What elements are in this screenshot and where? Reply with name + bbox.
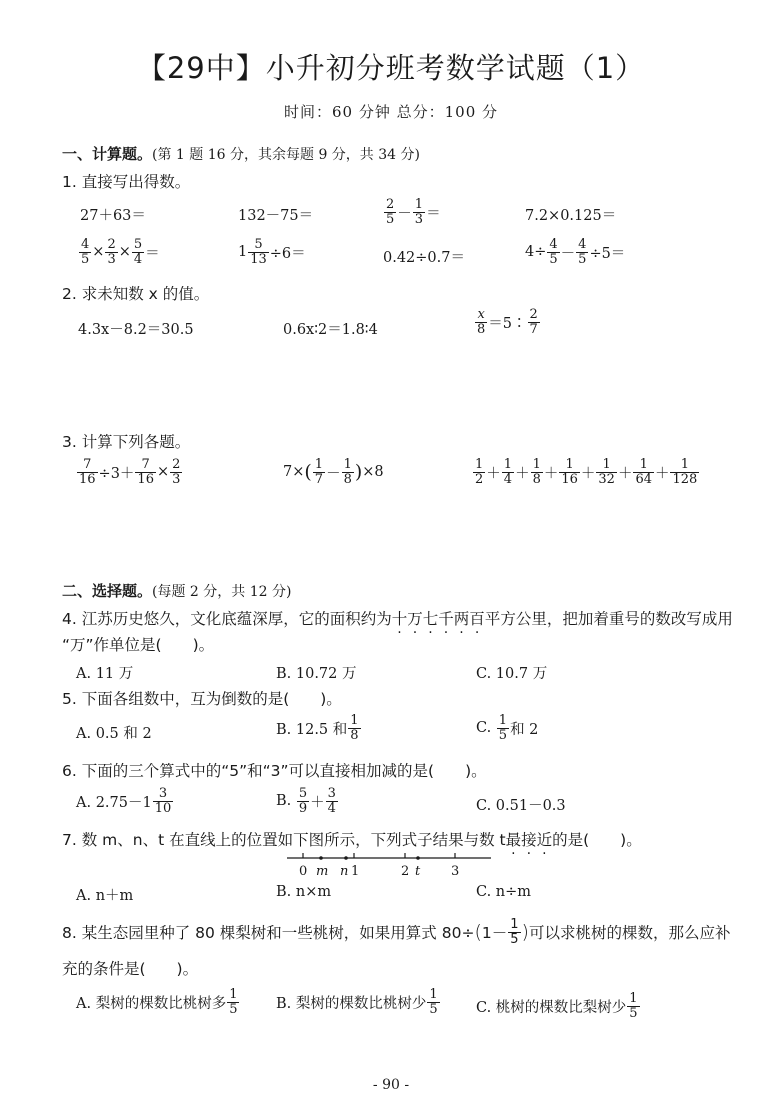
point-t bbox=[416, 856, 420, 860]
question-4-line2: “万”作单位是( )。 bbox=[62, 636, 215, 654]
question-2-label: 2. 求未知数 x 的值。 bbox=[62, 285, 210, 303]
question-4-text: 4. 江苏历史悠久，文化底蕴深厚，它的面积约为十万七千两百平方公里，把加着重号的数改写成用 bbox=[62, 610, 733, 628]
q6-option-c: C. 0.51－0.3 bbox=[476, 798, 566, 814]
section-1-heading bbox=[62, 143, 420, 164]
question-6-text: 6. 下面的三个算式中的“5”和“3”可以直接相加减的是( )。 bbox=[62, 762, 487, 780]
q8-option-b: B. 梨树的棵数比桃树少 $\frac{1}{5}$ bbox=[276, 987, 438, 1017]
q7-option-c: C. n÷m bbox=[476, 884, 532, 900]
point-m bbox=[319, 856, 323, 860]
question-7-text: 7. 数 m、n、t 在直线上的位置如下图所示，下列式子结果与数 t最接近的是( )。 bbox=[62, 831, 642, 849]
axis-label-2: 2 bbox=[401, 864, 410, 879]
q4-option-b: B. 10.72 万 bbox=[276, 666, 357, 682]
q4-option-c: C. 10.7 万 bbox=[476, 666, 548, 682]
question-1-label: 1. 直接写出得数。 bbox=[62, 173, 191, 191]
q4-option-a: A. 11 万 bbox=[76, 666, 134, 682]
fraction-term: $\frac{1}{2}$ bbox=[475, 457, 484, 487]
question-3-label: 3. 计算下列各题。 bbox=[62, 433, 191, 451]
q5-option-c: C. $\frac{1}{5}$ 和 2 bbox=[476, 713, 539, 743]
axis-label-n: n bbox=[340, 864, 349, 879]
q2-expr-2: 0.6x∶2＝1.8∶4 bbox=[283, 322, 378, 338]
q7-option-b: B. n×m bbox=[276, 884, 332, 900]
q5-option-b: B. 12.5 和 $\frac{1}{8}$ bbox=[276, 713, 359, 743]
axis-label-t: t bbox=[415, 864, 421, 879]
section-1-note: (第 1 题 16 分，其余每题 9 分，共 34 分) bbox=[152, 147, 420, 163]
q7-option-a: A. n＋m bbox=[76, 888, 134, 904]
fraction-term: $\frac{1}{64}$ bbox=[635, 457, 652, 487]
section-2-heading bbox=[62, 580, 291, 601]
q1-expr-8: 4÷ $\frac{4}{5}$ － $\frac{4}{5}$ ÷5＝ bbox=[525, 237, 626, 267]
axis-label-1: 1 bbox=[351, 864, 360, 879]
q1-expr-5: $\frac{4}{5}$ × $\frac{2}{3}$ × $\frac{5}{4}$ ＝ bbox=[81, 237, 160, 267]
page-subtitle: 时间：60 分钟 总分：100 分 bbox=[283, 103, 499, 121]
number-line-diagram bbox=[285, 850, 495, 880]
q3-expr-3 bbox=[472, 458, 700, 486]
q1-expr-4: 7.2×0.125＝ bbox=[525, 208, 617, 224]
section-2-title: 二、选择题。 bbox=[62, 582, 153, 600]
q2-expr-3: $\frac{x}{8}$ ＝5∶ $\frac{2}{7}$ bbox=[477, 307, 538, 337]
plus-sign: ＋ bbox=[543, 465, 559, 482]
section-2-note: (每题 2 分，共 12 分) bbox=[152, 584, 292, 600]
axis-label-0: 0 bbox=[299, 864, 308, 879]
q6-option-a: A. 2.75－1 $\frac{3}{10}$ bbox=[76, 786, 172, 816]
plus-sign: ＋ bbox=[515, 465, 530, 482]
q1-expr-2: 132－75＝ bbox=[238, 208, 314, 224]
question-8-line2: 充的条件是( )。 bbox=[62, 960, 199, 978]
axis-label-3: 3 bbox=[451, 864, 460, 879]
question-8-text: 8. 某生态园里种了 80 棵梨树和一些桃树，如果用算式 80÷ ( 1－ $\frac{1}{5}$ ) 可以求桃树的棵数，那么应补 bbox=[62, 917, 731, 947]
plus-sign: ＋ bbox=[486, 465, 501, 482]
q4-emphasis-text: 十万七千两百 bbox=[391, 610, 485, 628]
page-number: - 90 - bbox=[372, 1077, 410, 1093]
question-5-text: 5. 下面各组数中，互为倒数的是( )。 bbox=[62, 690, 342, 708]
q1-expr-7: 0.42÷0.7＝ bbox=[383, 250, 465, 266]
axis-label-m: m bbox=[316, 864, 329, 879]
fraction-term: $\frac{1}{16}$ bbox=[561, 457, 578, 487]
q3-expr-1: $\frac{7}{16}$ ÷3＋ $\frac{7}{16}$ × $\frac{2}{3}$ bbox=[79, 457, 181, 487]
section-1-title: 一、计算题。 bbox=[62, 145, 153, 163]
point-n bbox=[344, 856, 348, 860]
fraction-term: $\frac{1}{32}$ bbox=[598, 457, 615, 487]
plus-sign: ＋ bbox=[580, 465, 596, 482]
q1-expr-1: 27＋63＝ bbox=[80, 208, 146, 224]
q8-option-a: A. 梨树的棵数比桃树多 $\frac{1}{5}$ bbox=[76, 987, 238, 1017]
fraction-term: $\frac{1}{128}$ bbox=[672, 457, 698, 487]
fraction-term: $\frac{1}{4}$ bbox=[503, 457, 513, 487]
q5-option-a: A. 0.5 和 2 bbox=[76, 726, 152, 742]
plus-sign: ＋ bbox=[617, 465, 633, 482]
plus-sign: ＋ bbox=[654, 465, 670, 482]
q3-expr-2: 7× ( $\frac{1}{7}$ － $\frac{1}{8}$ ) ×8 bbox=[283, 457, 384, 487]
q8-option-c: C. 桃树的棵数比梨树少 $\frac{1}{5}$ bbox=[476, 991, 638, 1021]
q1-expr-3: $\frac{2}{5}$ － $\frac{1}{3}$ ＝ bbox=[386, 197, 441, 227]
q6-option-b: B. $\frac{5}{9}$ ＋ $\frac{3}{4}$ bbox=[276, 786, 336, 816]
page-title: 【29中】小升初分班考数学试题（1） bbox=[136, 51, 646, 85]
q7-emphasis-text: 最接近 bbox=[505, 831, 553, 849]
q2-expr-1: 4.3x－8.2＝30.5 bbox=[78, 322, 194, 338]
fraction-term: $\frac{1}{8}$ bbox=[532, 457, 541, 487]
q1-expr-6: 1 $\frac{5}{13}$ ÷6＝ bbox=[238, 237, 306, 267]
